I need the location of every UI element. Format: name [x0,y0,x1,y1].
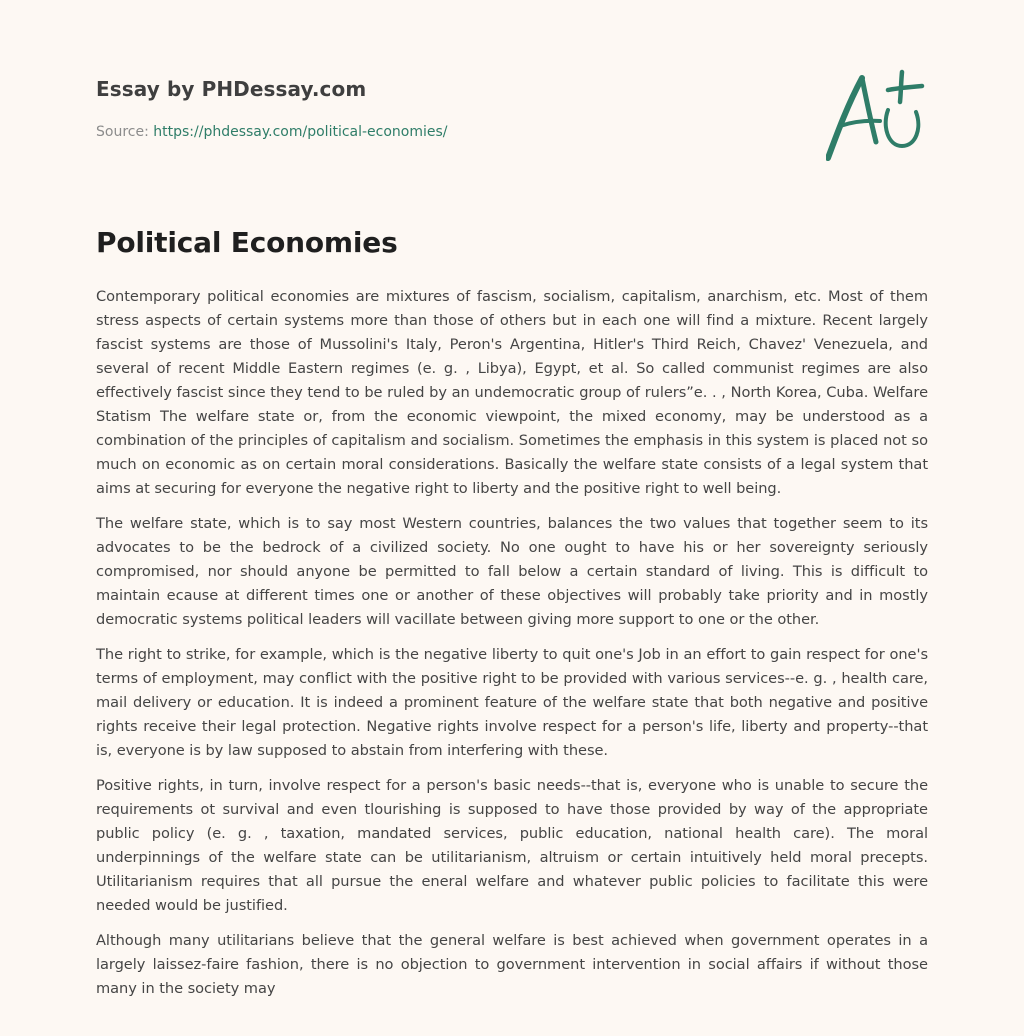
essay-body [96,285,928,1012]
essay-title: Political Economies [96,226,398,259]
site-brand-title: Essay by PHDessay.com [96,77,367,101]
source-line [96,124,448,140]
essay-paragraph: Contemporary political economies are mixtures of fascism, socialism, capitalism, anarchism, etc. Most of them stress aspects of certain systems more than those of others but in each one will find a mixture. Recent largely fascist systems are those of Mussolini's Italy, Peron's Argentina, Hitler's Third Reich, Chavez' Venezuela, and several of recent Middle Eastern regimes (e. g. , Libya), Egypt, et al. So called communist regimes are also effectively fascist since they tend to be ruled by an undemocratic group of rulers”e. . , North Korea, Cuba. Welfare Statism The welfare state or, from the economic viewpoint, the mixed economy, may be understood as a combination of the principles of capitalism and socialism. Sometimes the emphasis in this system is placed not so much on economic as on certain moral considerations. Basically the welfare state consists of a legal system that aims at securing for everyone the negative right to liberty and the positive right to well being. [96,288,928,497]
essay-paragraph: Although many utilitarians believe that the general welfare is best achieved when government operates in a largely laissez-faire fashion, there is no objection to government intervention in social affairs if without those many in the society may [96,932,928,997]
a-plus-grade-icon [826,66,930,166]
essay-paragraph: The right to strike, for example, which is the negative liberty to quit one's Job in an effort to gain respect for one's terms of employment, may conflict with the positive right to be provided with various services--e. g. , health care, mail delivery or education. It is indeed a prominent feature of the welfare state that both negative and positive rights receive their legal protection. Negative rights involve respect for a person's life, liberty and property--that is, everyone is by law supposed to abstain from interfering with these. [96,646,928,759]
essay-paragraph: Positive rights, in turn, involve respect for a person's basic needs--that is, everyone who is unable to secure the requirements ot survival and even tlourishing is supposed to have those provided by way of the appropriate public policy (e. g. , taxation, mandated services, public education, national health care). The moral underpinnings of the welfare state can be utilitarianism, altruism or certain intuitively held moral precepts. Utilitarianism requires that all pursue the eneral welfare and whatever public policies to facilitate this were needed would be justified. [96,777,928,914]
source-label: Source: [96,124,154,140]
source-link[interactable]: https://phdessay.com/political-economies/ [153,124,448,140]
essay-paragraph: The welfare state, which is to say most Western countries, balances the two values that together seem to its advocates to be the bedrock of a civilized society. No one ought to have his or her sovereignty seriously compromised, nor should anyone be permitted to fall below a certain standard of living. This is difficult to maintain ecause at different times one or another of these objectives will probably take priority and in mostly democratic systems political leaders will vacillate between giving more support to one or the other. [96,515,928,628]
